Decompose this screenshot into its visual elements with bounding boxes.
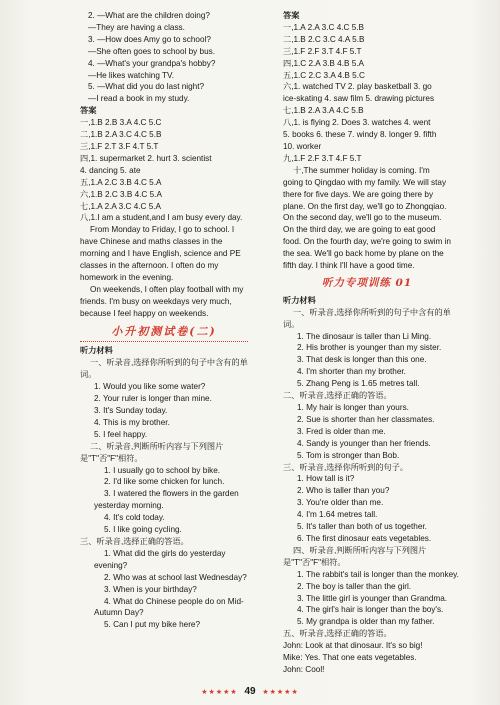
- instruction: 一、听录音,选择你所听到的句子中含有的单词。: [80, 358, 248, 380]
- text-line: 三,1.F 2.F 3.T 4.F 5.T: [283, 46, 362, 56]
- text-line: 4. This is my brother.: [94, 417, 170, 427]
- text-line: 5. —What did you do last night?: [88, 82, 205, 92]
- text-line: 三,1.F 2.T 3.F 4.T 5.T: [80, 141, 159, 151]
- listening-heading: 听力材料: [80, 346, 113, 356]
- instruction: 五、听录音,选择正确的答语。: [283, 629, 392, 639]
- section-title: [283, 278, 451, 290]
- sentence-list: [80, 548, 248, 631]
- text-line: Mike: Yes. That one eats vegetables.: [283, 653, 417, 663]
- text-line: 四,1. supermarket 2. hurt 3. scientist: [80, 153, 212, 163]
- text-line: —They are having a class.: [88, 22, 185, 32]
- essay-paragraph: 十,The summer holiday is coming. I'm going to Qingdao with my family. We will stay there for five days. We are going there by plane. On the first day, we'll go to Zhongqiao. On the second day, we'll go to the museum. On the third day, we are going to eat good food. On the fourth day, we're going to swim in the sea. We'll go back home by plane on the fifth day. I think I'll have a good time.: [283, 165, 451, 271]
- text-line: —She often goes to school by bus.: [88, 46, 215, 56]
- text-line: 五,1.A 2.C 3.B 4.C 5.A: [80, 177, 162, 187]
- instruction: 二、听录音,选择正确的答语。: [283, 391, 392, 401]
- text-line: 六,1.B 2.C 3.B 4.C 5.A: [80, 189, 162, 199]
- text-line: ice-skating 4. saw film 5. drawing pictures: [283, 94, 435, 104]
- text-line: 6. The first dinosaur eats vegetables.: [297, 533, 432, 543]
- text-line: John: Look at that dinosaur. It's so big!: [283, 641, 423, 651]
- text-line: 1. I usually go to school by bike.: [104, 465, 221, 475]
- text-line: 5. I feel happy.: [94, 429, 148, 439]
- text-line: 二,1.B 2.A 3.C 4.C 5.B: [80, 130, 162, 140]
- text-line: —He likes watching TV.: [88, 70, 175, 80]
- text-line: 4. It's cold today.: [104, 513, 165, 523]
- answer-list: [283, 22, 451, 165]
- text-line: 九,1.F 2.F 3.T 4.F 5.T: [283, 153, 362, 163]
- section-title-text: 听力专项训练 01: [321, 276, 413, 289]
- text-line: 10. worker: [283, 141, 322, 151]
- star-decoration-icon: ★★★★★: [201, 689, 238, 696]
- text-line: 5. Tom is stronger than Bob.: [297, 450, 400, 460]
- sentence-list: [283, 402, 451, 462]
- text-line: 2. Who is taller than you?: [297, 486, 390, 496]
- text-line: 3. The little girl is younger than Grandma.: [297, 593, 448, 603]
- text-line: 3. I watered the flowers in the garden yesterday morning.: [94, 489, 239, 511]
- dialogue-lines: [80, 10, 248, 105]
- text-line: 4. —What's your grandpa's hobby?: [88, 58, 216, 68]
- text-line: 3. —How does Amy go to school?: [88, 34, 211, 44]
- text-line: 1. The rabbit's tail is longer than the monkey.: [297, 569, 459, 579]
- instruction: 一、听录音,选择你所听到的句子中含有的单词。: [283, 307, 451, 329]
- text-line: 4. I'm shorter than my brother.: [297, 367, 406, 377]
- text-line: —I read a book in my study.: [88, 94, 190, 104]
- text-line: 5. books 6. these 7. windy 8. longer 9. fifth: [283, 130, 437, 140]
- text-line: 4. Sandy is younger than her friends.: [297, 438, 431, 448]
- divider: [80, 341, 248, 342]
- text-line: 1. The dinosaur is taller than Li Ming.: [297, 331, 432, 341]
- answers-heading: 答案: [80, 106, 97, 116]
- text-line: 七,1.B 2.A 3.A 4.C 5.B: [283, 106, 364, 116]
- text-line: 3. When is your birthday?: [104, 584, 197, 594]
- text-line: 2. Your ruler is longer than mine.: [94, 394, 212, 404]
- text-line: 4. The girl's hair is longer than the boy's.: [297, 605, 444, 615]
- text-line: 二,1.B 2.C 3.C 4.A 5.B: [283, 34, 365, 44]
- right-column: [283, 10, 459, 676]
- text-line: 六,1. watched TV 2. play basketball 3. go: [283, 82, 432, 92]
- listening-heading: 听力材料: [283, 295, 316, 305]
- text-line: 1. My hair is longer than yours.: [297, 403, 409, 412]
- text-line: 一,1.A 2.A 3.C 4.C 5.B: [283, 22, 365, 32]
- text-line: 3. That desk is longer than this one.: [297, 355, 427, 365]
- text-line: 4. dancing 5. ate: [80, 165, 141, 175]
- text-line: 2. Sue is shorter than her classmates.: [297, 414, 435, 424]
- answers-heading: 答案: [283, 11, 300, 20]
- text-line: 1. Would you like some water?: [94, 382, 206, 392]
- page-footer: [0, 686, 500, 697]
- text-line: 2. Who was at school last Wednesday?: [104, 572, 247, 582]
- text-line: 四,1.C 2.A 3.B 4.B 5.A: [283, 58, 365, 68]
- answer-list: [80, 117, 248, 224]
- text-line: 4. What do Chinese people do on Mid-Autumn Day?: [94, 596, 244, 618]
- section-title-text: 小升初测试卷(二): [111, 324, 217, 338]
- sentence-list: [283, 569, 459, 629]
- instruction: 三、听录音,选择正确的答语。: [80, 536, 189, 546]
- sentence-list: [80, 381, 248, 441]
- instruction: 二、听录音,判断所听内容与下列图片是"T"否"F"相符。: [80, 441, 224, 463]
- text-line: 七,1.A 2.A 3.C 4.C 5.A: [80, 201, 162, 211]
- text-line: 2. I'd like some chicken for lunch.: [104, 477, 225, 487]
- instruction: 三、听录音,选择你所听到的句子。: [283, 462, 409, 472]
- text-line: 1. What did the girls do yesterday evening?: [94, 548, 226, 570]
- text-line: 八,1. is flying 2. Does 3. watches 4. went: [283, 118, 431, 128]
- sentence-list: [283, 331, 451, 391]
- text-line: 一,1.B 2.B 3.A 4.C 5.C: [80, 118, 162, 128]
- text-line: 2. The boy is taller than the girl.: [297, 581, 412, 591]
- text-line: 5. My grandpa is older than my father.: [297, 617, 435, 627]
- text-line: 5. It's taller than both of us together.: [297, 522, 427, 532]
- sentence-list: [80, 465, 248, 536]
- text-line: 4. I'm 1.64 metres tall.: [297, 510, 378, 520]
- text-line: 2. His brother is younger than my sister.: [297, 343, 442, 353]
- essay-paragraph: On weekends, I often play football with my friends. I'm busy on weekdays very much, because I feel happy on weekends.: [80, 284, 244, 318]
- text-line: 5. Can I put my bike here?: [104, 620, 201, 630]
- star-decoration-icon: ★★★★★: [262, 689, 299, 696]
- instruction: 四、听录音,判断所听内容与下列图片是"T"否"F"相符。: [283, 545, 427, 567]
- text-line: 五,1.C 2.C 3.A 4.B 5.C: [283, 70, 365, 80]
- text-line: 3. Fred is older than me.: [297, 426, 386, 436]
- text-line: 1. How tall is it?: [297, 474, 355, 484]
- text-line: 3. You're older than me.: [297, 498, 384, 508]
- text-line: 3. It's Sunday today.: [94, 406, 168, 415]
- text-line: 八,1.I am a student,and I am busy every day.: [80, 213, 243, 223]
- section-title: [80, 326, 248, 338]
- text-line: 5. Zhang Peng is 1.65 metres tall.: [297, 379, 420, 389]
- text-line: 2. —What are the children doing?: [88, 11, 210, 20]
- sentence-list: [283, 640, 451, 676]
- sentence-list: [283, 473, 451, 544]
- text-line: 5. I like going cycling.: [104, 525, 182, 535]
- essay-paragraph: From Monday to Friday, I go to school. I have Chinese and maths classes in the morning and I have English, science and PE classes in the afternoon. I often do my homework in the evening.: [80, 225, 241, 282]
- left-column: [80, 10, 248, 631]
- page-number: 49: [244, 686, 256, 697]
- text-line: John: Cool!: [283, 664, 325, 674]
